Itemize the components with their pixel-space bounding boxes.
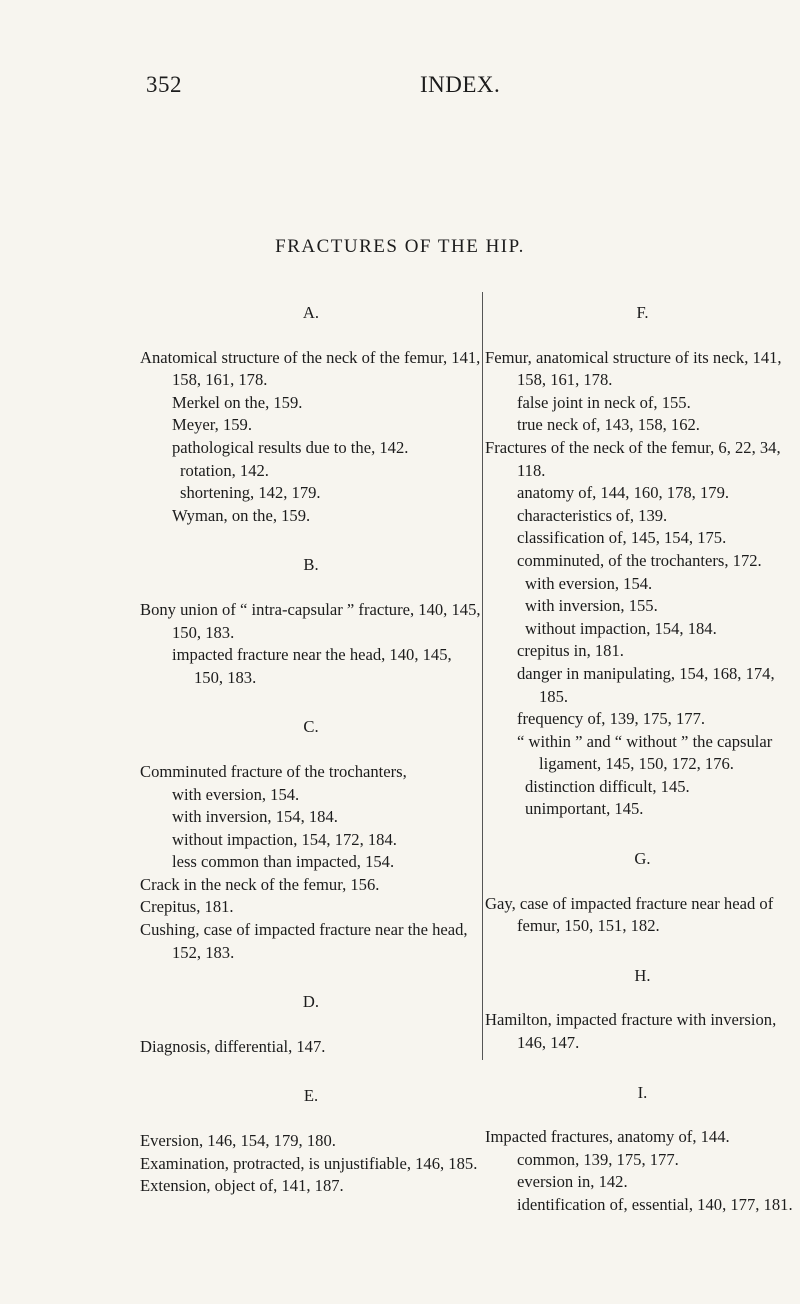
index-subentry: impacted fracture near the head, 140, 145, 150, 183. [172, 645, 452, 687]
index-entry: Crepitus, 181. [140, 897, 234, 917]
index-entry: Fractures of the neck of the femur, 6, 22, 34, 118. [485, 437, 781, 480]
index-subentry: identification of, essential, 140, 177, 181. [517, 1195, 793, 1214]
section-letter-i: I. [637, 1082, 648, 1102]
index-subentry: with eversion, 154. [525, 573, 653, 593]
index-subentry: pathological results due to the, 142. [172, 437, 409, 457]
index-subentry: distinction difficult, 145. [525, 776, 690, 796]
section-letter-f: F. [636, 303, 649, 322]
index-subentry: unimportant, 145. [525, 799, 644, 819]
index-subentry: characteristics of, 139. [517, 505, 668, 525]
right-column [485, 302, 800, 1217]
index-subentry: less common than impacted, 154. [172, 852, 395, 872]
index-subentry: common, 139, 175, 177. [517, 1149, 679, 1169]
index-subentry: “ within ” and “ without ” the capsular ligament, 145, 150, 172, 176. [517, 731, 773, 774]
left-column [140, 302, 482, 1198]
index-subentry: shortening, 142, 179. [180, 483, 321, 503]
index-subentry: crepitus in, 181. [517, 641, 624, 661]
section-letter-h: H. [634, 965, 651, 985]
index-subentry: without impaction, 154, 184. [525, 618, 717, 638]
index-entry: Comminuted fracture of the trochanters, [140, 761, 407, 781]
section-letter-a: A. [302, 303, 320, 322]
index-subentry: Merkel on the, 159. [172, 392, 303, 412]
index-entry: Eversion, 146, 154, 179, 180. [140, 1131, 336, 1151]
index-subentry: with eversion, 154. [172, 784, 300, 804]
index-subentry: with inversion, 154, 184. [172, 807, 338, 827]
index-subentry: false joint in neck of, 155. [517, 392, 691, 412]
index-subentry: comminuted, of the trochanters, 172. [517, 550, 762, 570]
index-subentry: true neck of, 143, 158, 162. [517, 415, 700, 435]
page-number: 352 [146, 72, 182, 97]
section-letter-g: G. [634, 849, 651, 869]
section-letter-d: D. [302, 992, 320, 1012]
index-entry: Hamilton, impacted fracture with inversion, 146, 147. [485, 1010, 777, 1053]
index-entry: Impacted fractures, anatomy of, 144. [485, 1127, 730, 1147]
index-entry: Anatomical structure of the neck of the femur, 141, 158, 161, 178. [140, 347, 481, 390]
index-subentry: Wyman, on the, 159. [172, 505, 311, 525]
index-entry: Bony union of “ intra-capsular ” fracture, 140, 145, 150, 183. [140, 599, 481, 642]
index-subentry: rotation, 142. [180, 460, 269, 480]
index-entry: Examination, protracted, is unjustifiable, 146, 185. [140, 1153, 478, 1173]
index-entry: Crack in the neck of the femur, 156. [140, 874, 380, 894]
column-divider [482, 292, 483, 1060]
index-subentry: frequency of, 139, 175, 177. [517, 709, 706, 729]
index-entry: Extension, object of, 141, 187. [140, 1176, 344, 1196]
index-subentry: with inversion, 155. [525, 596, 658, 616]
index-entry: Cushing, case of impacted fracture near the head, 152, 183. [140, 920, 468, 962]
section-letter-c: C. [303, 717, 319, 737]
index-subentry: Meyer, 159. [172, 415, 252, 435]
index-entry: Diagnosis, differential, 147. [140, 1036, 326, 1056]
index-subentry: without impaction, 154, 172, 184. [172, 829, 397, 849]
index-subentry: anatomy of, 144, 160, 178, 179. [517, 483, 730, 503]
index-entry: Femur, anatomical structure of its neck, 141, 158, 161, 178. [485, 347, 782, 390]
index-subentry: eversion in, 142. [517, 1172, 628, 1192]
page-title: FRACTURES OF THE HIP. [275, 236, 525, 257]
running-head: INDEX. [420, 72, 501, 97]
index-subentry: classification of, 145, 154, 175. [517, 528, 727, 548]
section-letter-e: E. [303, 1086, 319, 1106]
index-entry: Gay, case of impacted fracture near head of femur, 150, 151, 182. [485, 893, 774, 936]
section-letter-b: B. [303, 555, 319, 575]
index-subentry: danger in manipulating, 154, 168, 174, 185. [517, 663, 775, 706]
